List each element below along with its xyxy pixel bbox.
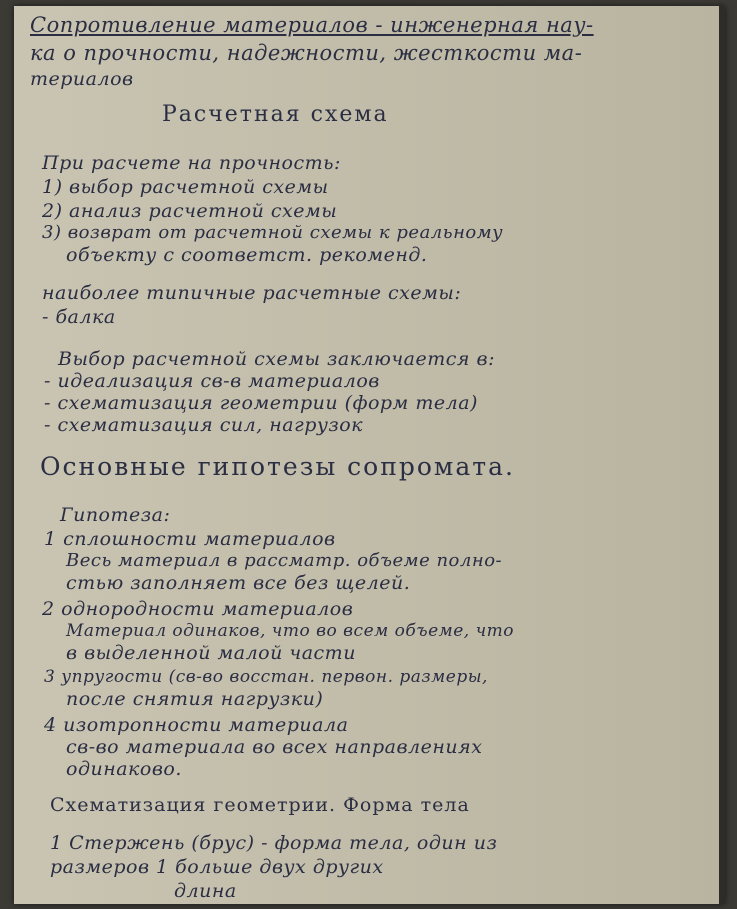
text-line: териалов [30, 68, 134, 90]
text-line: стью заполняет все без щелей. [66, 572, 411, 594]
text-line: 1) выбор расчетной схемы [42, 176, 329, 198]
text-line: Сопротивление материалов - инженерная нау- [30, 13, 594, 37]
text-line: длина [174, 880, 237, 902]
text-line: св-во материала во всех направлениях [66, 736, 483, 758]
text-line: 1 сплошности материалов [44, 528, 336, 550]
text-line: после снятия нагрузки) [66, 688, 324, 710]
notebook-page [14, 6, 725, 904]
section-heading: Схематизация геометрии. Форма тела [50, 794, 470, 816]
text-line: - схематизация геометрии (форм тела) [44, 392, 478, 414]
text-line: Материал одинаков, что во всем объеме, что [66, 621, 515, 641]
text-line: в выделенной малой части [66, 642, 356, 664]
text-line: 1 Стержень (брус) - форма тела, один из [50, 832, 498, 854]
section-heading: Основные гипотезы сопромата. [40, 452, 515, 481]
text-line: 3) возврат от расчетной схемы к реальному [42, 222, 504, 243]
text-line: - идеализация св-в материалов [44, 370, 380, 392]
text-line: 4 изотропности материала [44, 714, 349, 736]
text-line: объекту с соответст. рекоменд. [66, 244, 428, 266]
section-heading: Расчетная схема [162, 102, 389, 127]
text-line: 2 однородности материалов [42, 598, 354, 620]
text-line: - схематизация сил, нагрузок [44, 414, 364, 436]
text-line: ка о прочности, надежности, жесткости ма- [30, 41, 583, 65]
text-line: Весь материал в рассматр. объеме полно- [66, 550, 503, 571]
text-line: При расчете на прочность: [42, 152, 341, 174]
text-line: 3 упругости (св-во восстан. первон. размеры, [44, 667, 488, 687]
text-line: - балка [42, 306, 116, 328]
text-line: 2) анализ расчетной схемы [42, 200, 338, 222]
text-line: размеров 1 больше двух других [50, 856, 384, 878]
text-line: наиболее типичные расчетные схемы: [42, 282, 462, 304]
text-line: Гипотеза: [60, 504, 171, 526]
text-line: одинаково. [66, 758, 182, 780]
text-line: Выбор расчетной схемы заключается в: [58, 348, 495, 370]
